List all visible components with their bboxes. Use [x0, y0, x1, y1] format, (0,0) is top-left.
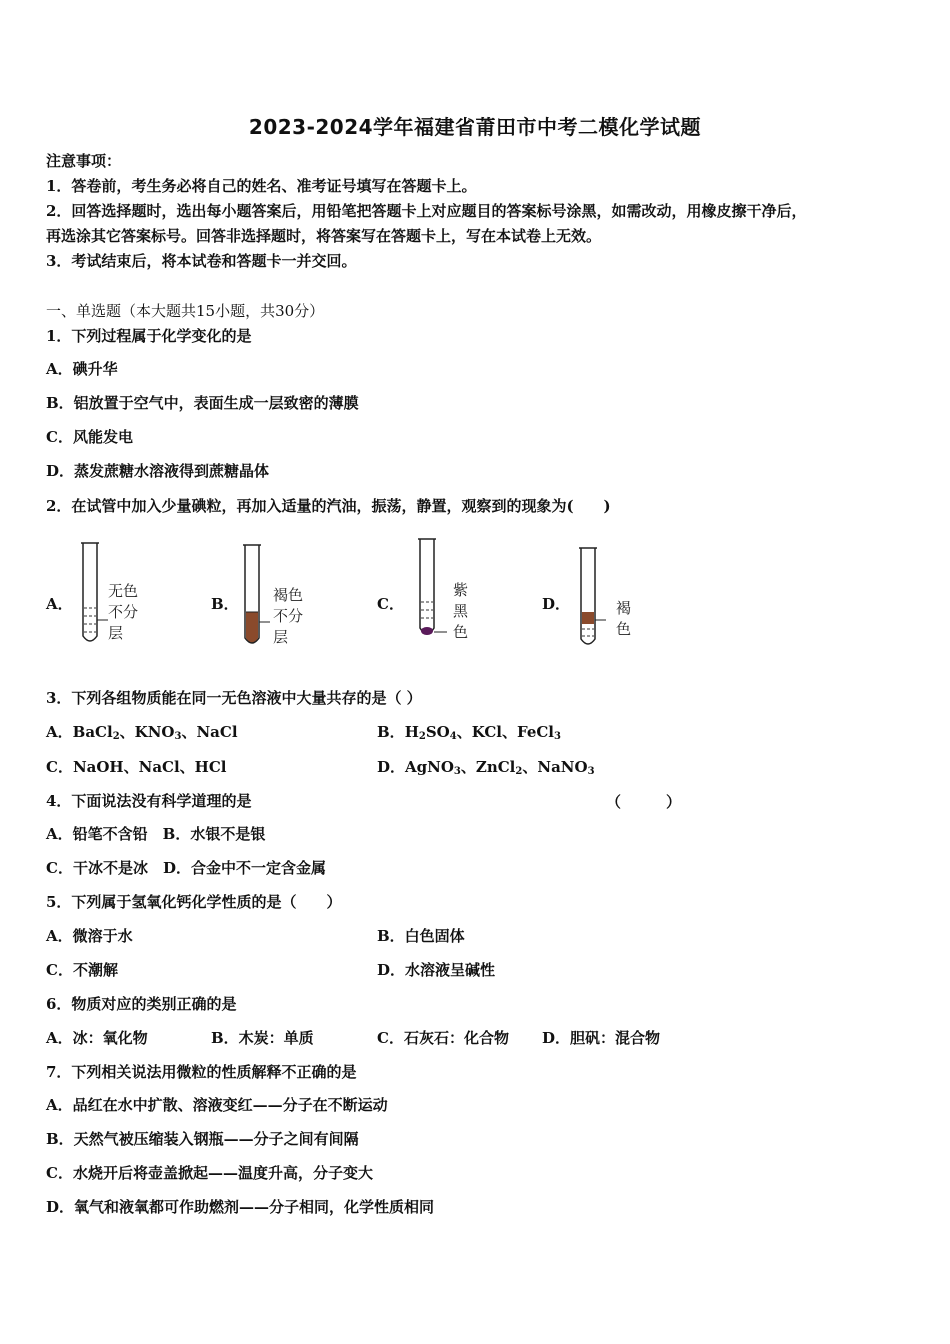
q3-option-b: B．$H_2SO_4$、KCl、FeCl$_3$ [377, 723, 561, 742]
q6-option-b: B．木炭：单质 [211, 1029, 314, 1047]
q6-stem: 6．物质对应的类别正确的是 [46, 995, 237, 1013]
q5-option-c: C．不潮解 [46, 961, 118, 979]
q3-stem: 3．下列各组物质能在同一无色溶液中大量共存的是（ ） [46, 689, 422, 707]
q2-tube-a-label: A． [46, 595, 73, 613]
q2-tube-c-label: C． [377, 595, 404, 613]
q5-option-a: A．微溶于水 [46, 927, 133, 945]
q1-option-a: A．碘升华 [46, 360, 118, 378]
notice-item-1: 1．答卷前，考生务必将自己的姓名、准考证号填写在答题卡上。 [46, 177, 477, 195]
q2-tube-d-label: D． [542, 595, 571, 613]
q5-option-b: B．白色固体 [377, 927, 465, 945]
notice-heading: 注意事项： [46, 152, 122, 170]
q2-tube-d-desc: 褐 色 [616, 599, 632, 638]
q7-option-c: C．水烧开后将壶盖掀起——温度升高，分子变大 [46, 1164, 373, 1182]
q2-tube-c-desc: 紫 黑 色 [453, 581, 469, 641]
q7-option-d: D．氧气和液氧都可作助燃剂——分子相同，化学性质相同 [46, 1198, 435, 1216]
section-heading: 一、单选题（本大题共15小题，共30分） [46, 302, 325, 320]
q4-options-row1: A．铅笔不含铅 B．水银不是银 [46, 825, 266, 843]
q2-tube-b-label: B． [211, 595, 239, 613]
q6-option-d: D．胆矾：混合物 [542, 1029, 661, 1047]
q4-options-row2: C．干冰不是冰 D．合金中不一定含金属 [46, 859, 326, 877]
q3-option-c: C．NaOH、NaCl、HCl [46, 758, 227, 776]
q5-option-d: D．水溶液呈碱性 [377, 961, 496, 979]
q4-stem: 4．下面说法没有科学道理的是 [46, 792, 252, 810]
q3-option-a: A．BaCl$_2$、$KNO_3$、NaCl [46, 723, 238, 742]
notice-item-2-cont: 再选涂其它答案标号。回答非选择题时，将答案写在答题卡上，写在本试卷上无效。 [46, 227, 602, 245]
q4-answer-paren: （ ） [606, 793, 682, 811]
q7-option-a: A．品红在水中扩散、溶液变红——分子在不断运动 [46, 1096, 388, 1114]
q1-stem: 1．下列过程属于化学变化的是 [46, 327, 252, 345]
notice-item-3: 3．考试结束后，将本试卷和答题卡一并交回。 [46, 252, 357, 270]
q2-tube-a-desc: 无色 不分 层 [108, 582, 139, 642]
q1-option-d: D．蒸发蔗糖水溶液得到蔗糖晶体 [46, 462, 270, 480]
q1-option-b: B．铝放置于空气中，表面生成一层致密的薄膜 [46, 394, 359, 412]
page-title: 2023-2024学年福建省莆田市中考二模化学试题 [248, 115, 702, 139]
q7-stem: 7．下列相关说法用微粒的性质解释不正确的是 [46, 1063, 357, 1081]
q2-stem: 2．在试管中加入少量碘粒，再加入适量的汽油，振荡，静置，观察到的现象为( ) [46, 497, 611, 515]
q7-option-b: B．天然气被压缩装入钢瓶——分子之间有间隔 [46, 1130, 359, 1148]
q1-option-c: C．风能发电 [46, 428, 133, 446]
notice-item-2: 2．回答选择题时，选出每小题答案后，用铅笔把答题卡上对应题目的答案标号涂黑，如需改动，用橡皮擦干净后， [46, 202, 807, 220]
q5-stem: 5．下列属于氢氧化钙化学性质的是（ ） [46, 893, 342, 911]
q6-option-c: C．石灰石：化合物 [377, 1029, 509, 1047]
q2-tube-b-desc: 褐色 不分 层 [273, 586, 304, 646]
q3-option-d: D．AgNO$_3$、ZnCl$_2$、NaNO$_3$ [377, 758, 595, 777]
q6-option-a: A．冰：氧化物 [46, 1029, 148, 1047]
